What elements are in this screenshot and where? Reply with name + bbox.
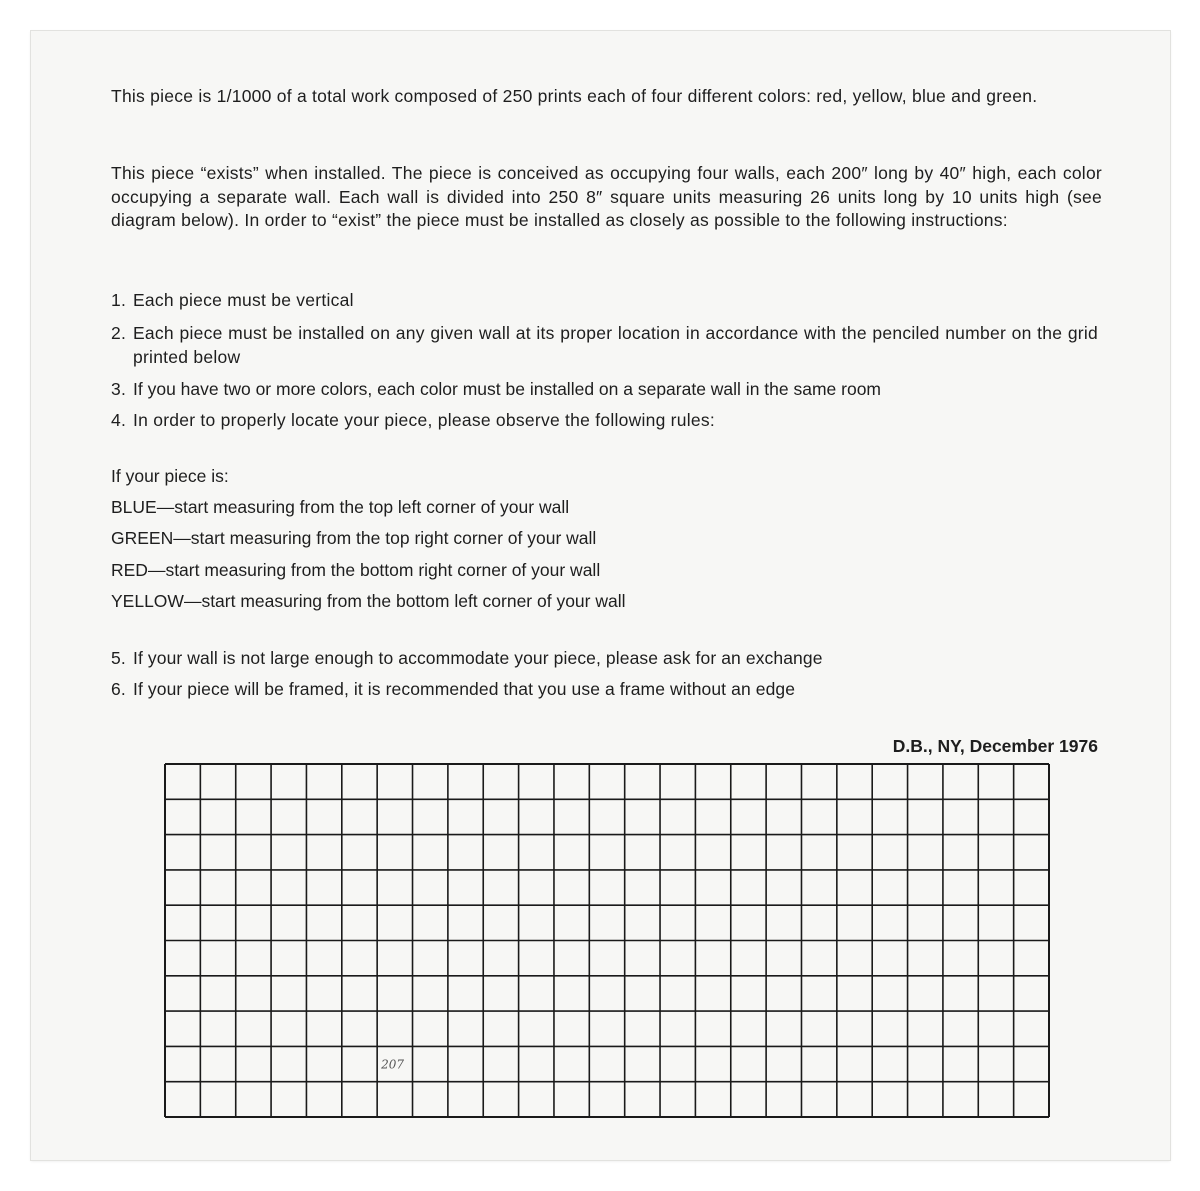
grid-lines — [165, 764, 1049, 1117]
instruction-text: Each piece must be vertical — [133, 290, 354, 310]
rule-red: RED—start measuring from the bottom right corner of your wall — [111, 560, 601, 580]
rule-blue: BLUE—start measuring from the top left corner of your wall — [111, 497, 570, 517]
penciled-number: 207 — [381, 1057, 405, 1072]
instruction-number: 5. — [111, 648, 126, 668]
instruction-number: 6. — [111, 679, 126, 699]
instruction-number: 1. — [111, 290, 127, 310]
paragraph-exists-when-installed: This piece “exists” when installed. The piece is conceived as occupying four walls, each 200″ long by 40″ high, each color occupying a separate wall. Each wall is divided into 250 8″ square units measuring 26 units long by 10 units high (see diagram below). In order to “exist” the piece must be installed as closely as possible to the following instructions: — [111, 163, 1102, 230]
paragraph-total-work: This piece is 1/1000 of a total work composed of 250 prints each of four different colors: red, yellow, blue and green. — [111, 86, 1038, 106]
instruction-text: If your wall is not large enough to accommodate your piece, please ask for an exchange — [133, 648, 823, 668]
instruction-text: Each piece must be installed on any given wall at its proper location in accordance with the penciled number on the grid printed below — [133, 323, 1098, 367]
rules-heading: If your piece is: — [111, 466, 229, 486]
signature-date: D.B., NY, December 1976 — [892, 736, 1098, 756]
rule-green: GREEN—start measuring from the top right corner of your wall — [111, 528, 597, 548]
instruction-number: 4. — [111, 410, 127, 430]
instruction-text: If you have two or more colors, each color must be installed on a separate wall in the same room — [133, 379, 882, 399]
rule-yellow: YELLOW—start measuring from the bottom left corner of your wall — [111, 591, 626, 611]
instruction-number: 3. — [111, 379, 127, 399]
instruction-text: In order to properly locate your piece, please observe the following rules: — [133, 410, 715, 430]
instruction-number: 2. — [111, 323, 127, 343]
instruction-text: If your piece will be framed, it is recommended that you use a frame without an edge — [133, 679, 796, 699]
